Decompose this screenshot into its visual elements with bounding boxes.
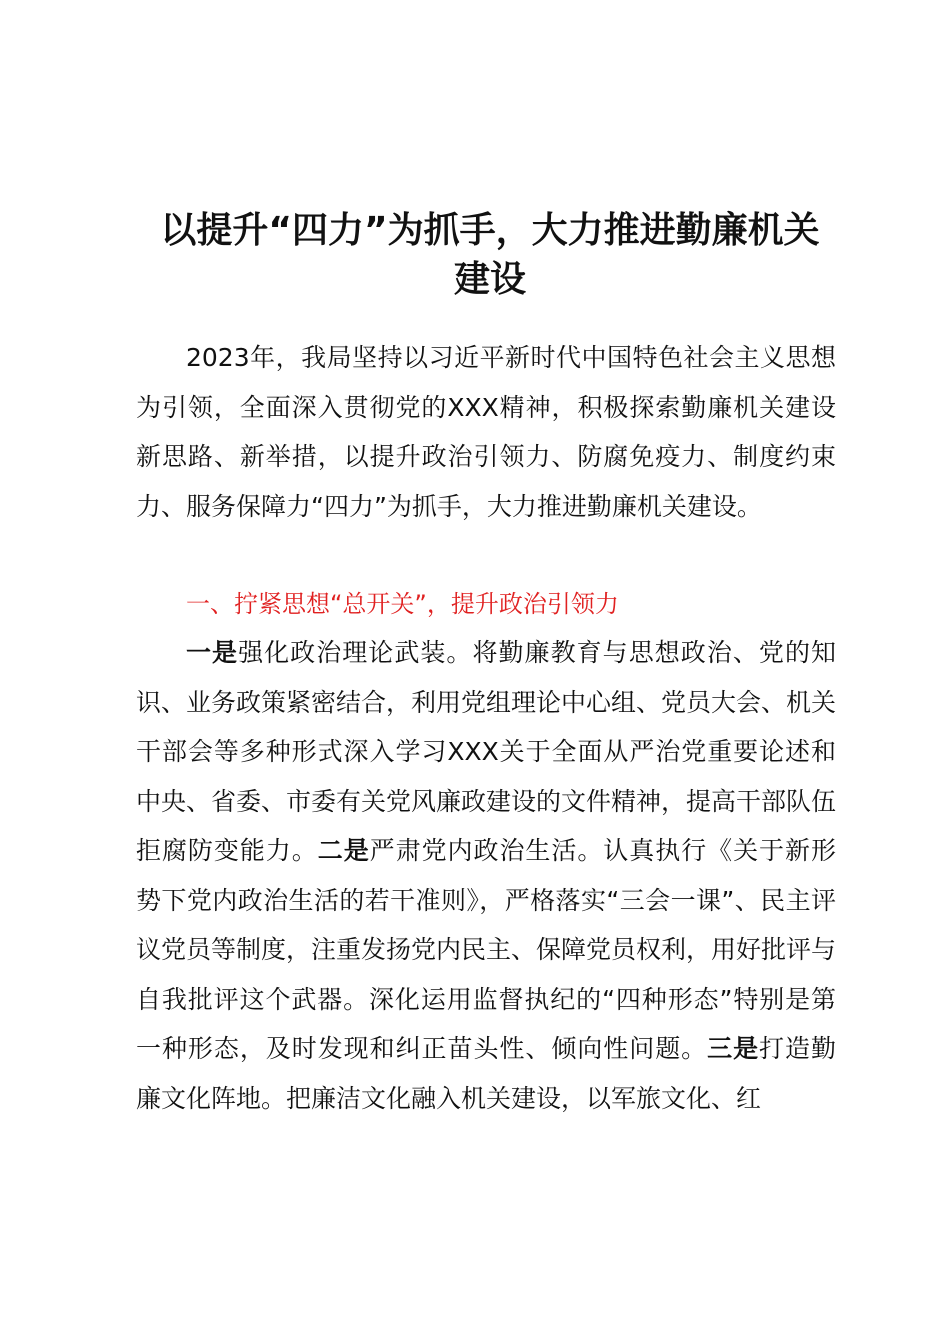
lead-three: 三是 — [707, 1034, 760, 1063]
section-1-heading: 一、拧紧思想“总开关”，提升政治引领力 — [186, 590, 619, 618]
section-1-paragraph — [136, 628, 836, 1123]
intro-paragraph: 2023年，我局坚持以习近平新时代中国特色社会主义思想为引领，全面深入贯彻党的XXX精神，积极探索勤廉机关建设新思路、新举措，以提升政治引领力、防腐免疫力、制度约束力、服务保障力“四力”为抓手，大力推进勤廉机关建设。 — [136, 343, 836, 521]
lead-two: 二是 — [317, 836, 370, 865]
document-title-line-2: 建设 — [453, 259, 526, 300]
text-two: 严肃党内政治生活。认真执行《关于新形势下党内政治生活的若干准则》，严格落实“三会一课”、民主评议党员等制度，注重发扬党内民主、保障党员权利，用好批评与自我批评这个武器。深化运用监督执纪的“四种形态”特别是第一种形态，及时发现和纠正苗头性、倾向性问题。 — [136, 836, 837, 1063]
text-three: 打造勤廉文化阵地。把廉洁文化融入机关建设，以军旅文化、红 — [136, 1034, 836, 1113]
document-title-line-1: 以提升“四力”为抓手，大力推进勤廉机关 — [160, 210, 820, 251]
lead-one: 一是 — [186, 638, 239, 667]
text-one: 强化政治理论武装。将勤廉教育与思想政治、党的知识、业务政策紧密结合，利用党组理论中心组、党员大会、机关干部会等多种形式深入学习XXX关于全面从严治党重要论述和中央、省委、市委有关党风廉政建设的文件精神，提高干部队伍拒腐防变能力。 — [136, 638, 837, 865]
